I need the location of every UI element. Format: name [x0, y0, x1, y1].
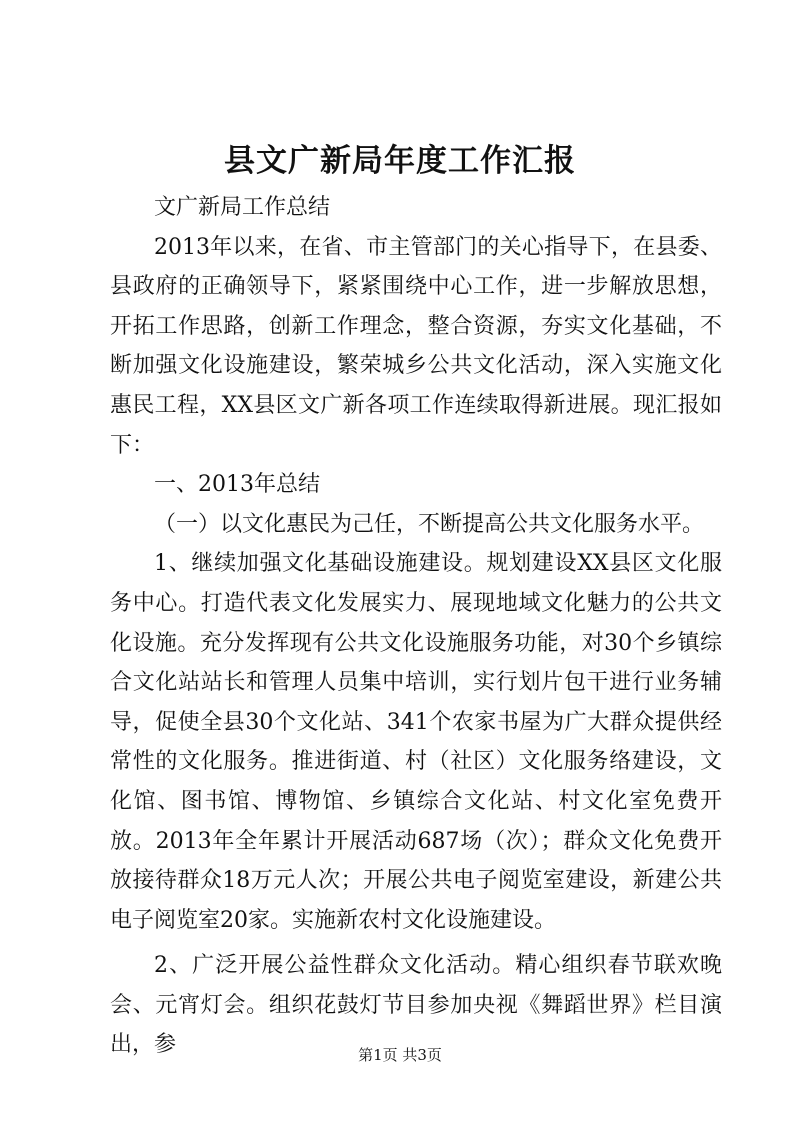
page-indicator: 第1页 共3页: [358, 1046, 442, 1064]
body-paragraph: 2、广泛开展公益性群众文化活动。精心组织春节联欢晚会、元宵灯会。组织花鼓灯节目参加央视《舞蹈世界》栏目演出，参: [110, 953, 722, 1058]
section-heading: 文广新局工作总结: [154, 195, 331, 220]
body-paragraph: 1、继续加强文化基础设施建设。规划建设XX县区文化服务中心。打造代表文化发展实力、展现地域文化魅力的公共文化设施。充分发挥现有公共文化设施服务功能，对30个乡镇综合文化站站长和管理人员集中培训，实行划片包干进行业务辅导，促使全县30个文化站、341个农家书屋为广大群众提供经常性的文化服务。推进街道、村（社区）文化服务络建设，文化馆、图书馆、博物馆、乡镇综合文化站、村文化室免费开放。2013年全年累计开展活动687场（次）；群众文化免费开放接待群众18万元人次；开展公共电子阅览室建设，新建公共电子阅览室20家。实施新农村文化设施建设。: [110, 551, 722, 933]
section-heading: 一、2013年总结: [154, 472, 320, 498]
document-title: 县文广新局年度工作汇报: [224, 143, 576, 179]
body-paragraph: 2013年以来，在省、市主管部门的关心指导下，在县委、县政府的正确领导下，紧紧围绕中心工作，进一步解放思想，开拓工作思路，创新工作理念，整合资源，夯实文化基础，不断加强文化设施建设，繁荣城乡公共文化活动，深入实施文化惠民工程，XX县区文广新各项工作连续取得新进展。现汇报如下：: [110, 234, 722, 458]
document-body: [110, 188, 722, 1065]
subsection-heading: （一）以文化惠民为己任，不断提高公共文化服务水平。: [154, 511, 705, 537]
